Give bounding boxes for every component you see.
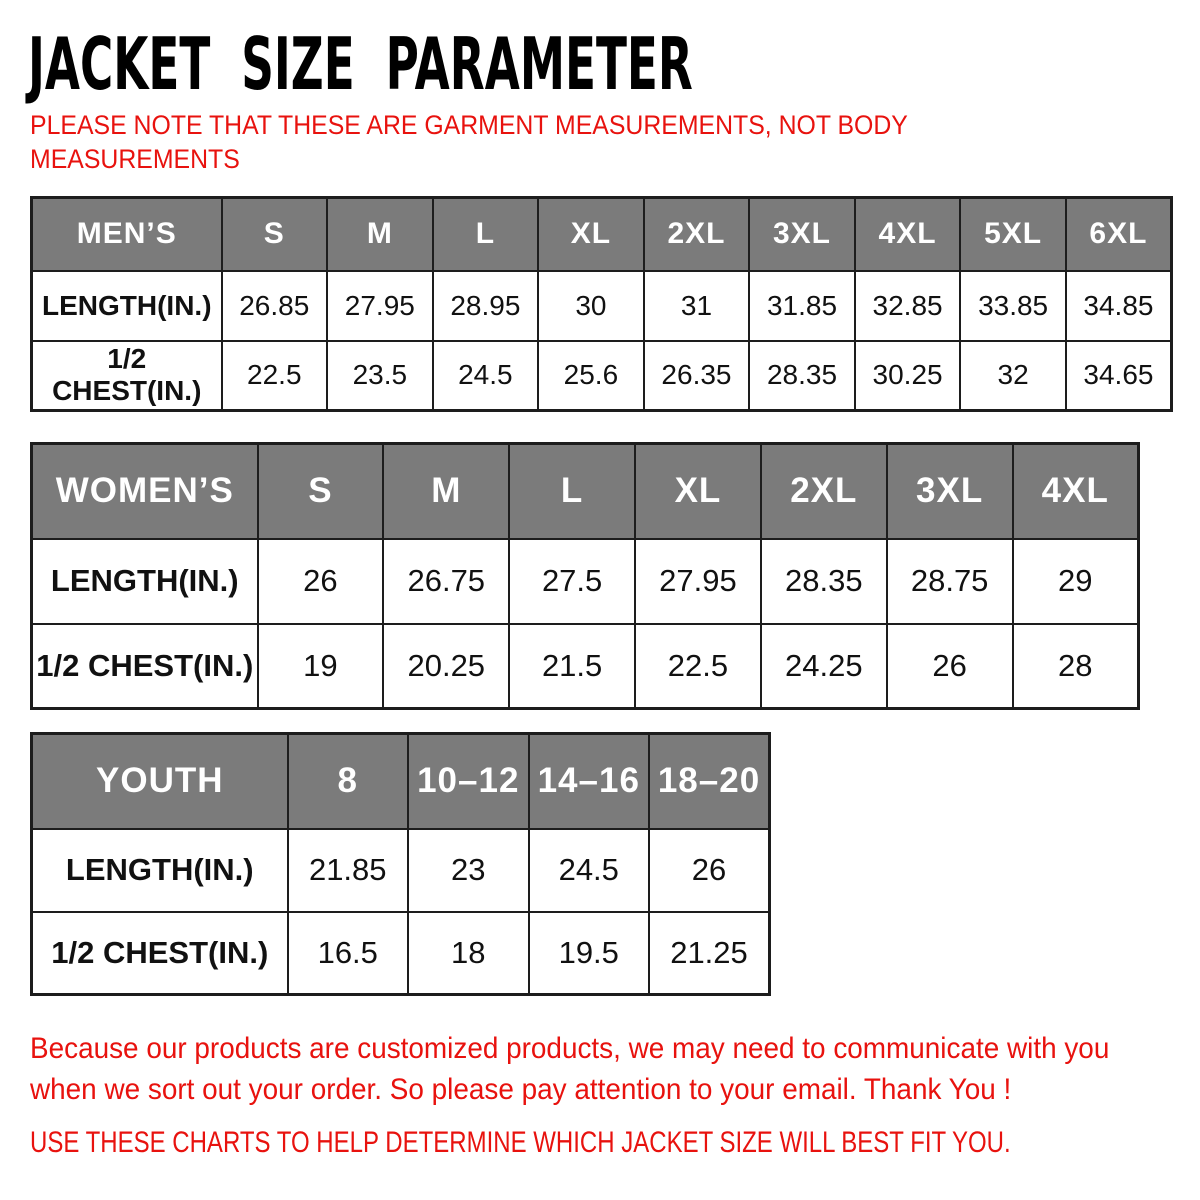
youth-table-header	[32, 734, 770, 829]
size-header-cell: XL	[538, 198, 644, 271]
measurement-row	[32, 912, 770, 995]
measurement-value-cell: 34.85	[1066, 271, 1172, 341]
measurement-value-cell: 26	[258, 539, 384, 624]
row-label-cell: 1/2 CHEST(IN.)	[32, 912, 288, 995]
mens-table-header	[32, 198, 1172, 271]
size-header-cell: 14–16	[529, 734, 650, 829]
size-header-cell: XL	[635, 444, 761, 539]
size-header-cell: 5XL	[960, 198, 1066, 271]
measurement-value-cell: 31	[644, 271, 750, 341]
measurement-value-cell: 21.85	[288, 829, 409, 912]
measurement-value-cell: 26.85	[222, 271, 328, 341]
note-line-2: MEASUREMENTS	[30, 144, 240, 174]
measurement-value-cell: 23	[408, 829, 529, 912]
womens-size-table	[30, 442, 1140, 710]
measurement-value-cell: 28.95	[433, 271, 539, 341]
youth-size-table	[30, 732, 771, 996]
measurement-row	[32, 539, 1139, 624]
size-header-cell: 3XL	[887, 444, 1013, 539]
usage-tip: USE THESE CHARTS TO HELP DETERMINE WHICH JACKET SIZE WILL BEST FIT YOU.	[30, 1126, 1011, 1159]
customization-notice-line-1: Because our products are customized products, we may need to communicate with you	[30, 1032, 1110, 1065]
measurement-value-cell: 25.6	[538, 341, 644, 411]
row-label-cell: LENGTH(IN.)	[32, 539, 258, 624]
mens-table-body	[32, 271, 1172, 411]
size-header-cell: 3XL	[749, 198, 855, 271]
size-header-cell: 10–12	[408, 734, 529, 829]
womens-table-header	[32, 444, 1139, 539]
measurement-value-cell: 26	[887, 624, 1013, 709]
size-header-cell: 18–20	[649, 734, 770, 829]
table-title-cell: YOUTH	[32, 734, 288, 829]
size-header-cell: 2XL	[644, 198, 750, 271]
customization-notice	[30, 1028, 1109, 1110]
measurement-value-cell: 28	[1013, 624, 1139, 709]
measurement-value-cell: 29	[1013, 539, 1139, 624]
size-header-cell: L	[433, 198, 539, 271]
measurement-value-cell: 31.85	[749, 271, 855, 341]
measurement-row	[32, 341, 1172, 411]
measurement-value-cell: 28.75	[887, 539, 1013, 624]
measurement-value-cell: 22.5	[635, 624, 761, 709]
measurement-value-cell: 24.5	[433, 341, 539, 411]
page-title: JACKET SIZE PARAMETER	[28, 22, 693, 106]
customization-notice-line-2: when we sort out your order. So please pay attention to your email. Thank You !	[30, 1073, 1012, 1106]
measurement-value-cell: 30.25	[855, 341, 961, 411]
measurement-value-cell: 23.5	[327, 341, 433, 411]
measurement-row	[32, 624, 1139, 709]
size-header-cell: S	[222, 198, 328, 271]
table-title-cell: MEN’S	[32, 198, 222, 271]
mens-size-table	[30, 196, 1173, 412]
measurement-value-cell: 26.35	[644, 341, 750, 411]
youth-table-body	[32, 829, 770, 995]
size-header-cell: 6XL	[1066, 198, 1172, 271]
measurement-row	[32, 829, 770, 912]
table-title-cell: WOMEN’S	[32, 444, 258, 539]
note-line-1: PLEASE NOTE THAT THESE ARE GARMENT MEASUREMENTS, NOT BODY	[30, 110, 908, 140]
row-label-cell: 1/2 CHEST(IN.)	[32, 624, 258, 709]
row-label-cell: 1/2 CHEST(IN.)	[32, 341, 222, 411]
measurement-value-cell: 22.5	[222, 341, 328, 411]
measurement-value-cell: 16.5	[288, 912, 409, 995]
measurement-value-cell: 19	[258, 624, 384, 709]
size-header-cell: 4XL	[855, 198, 961, 271]
size-header-cell: 2XL	[761, 444, 887, 539]
measurement-value-cell: 18	[408, 912, 529, 995]
measurement-value-cell: 28.35	[749, 341, 855, 411]
size-header-cell: 8	[288, 734, 409, 829]
measurement-value-cell: 19.5	[529, 912, 650, 995]
measurement-value-cell: 21.5	[509, 624, 635, 709]
size-header-row	[32, 444, 1139, 539]
size-header-row	[32, 198, 1172, 271]
measurement-value-cell: 34.65	[1066, 341, 1172, 411]
measurement-value-cell: 30	[538, 271, 644, 341]
size-header-cell: S	[258, 444, 384, 539]
measurement-value-cell: 24.5	[529, 829, 650, 912]
measurement-row	[32, 271, 1172, 341]
womens-table-body	[32, 539, 1139, 709]
measurement-value-cell: 21.25	[649, 912, 770, 995]
size-header-cell: M	[383, 444, 509, 539]
row-label-cell: LENGTH(IN.)	[32, 829, 288, 912]
size-header-cell: M	[327, 198, 433, 271]
row-label-cell: LENGTH(IN.)	[32, 271, 222, 341]
measurement-value-cell: 28.35	[761, 539, 887, 624]
measurement-value-cell: 26	[649, 829, 770, 912]
measurement-value-cell: 27.95	[327, 271, 433, 341]
measurement-value-cell: 20.25	[383, 624, 509, 709]
measurement-value-cell: 33.85	[960, 271, 1066, 341]
garment-measurement-note	[30, 108, 908, 176]
measurement-value-cell: 27.5	[509, 539, 635, 624]
measurement-value-cell: 32	[960, 341, 1066, 411]
measurement-value-cell: 32.85	[855, 271, 961, 341]
measurement-value-cell: 24.25	[761, 624, 887, 709]
size-header-cell: 4XL	[1013, 444, 1139, 539]
measurement-value-cell: 27.95	[635, 539, 761, 624]
measurement-value-cell: 26.75	[383, 539, 509, 624]
size-header-cell: L	[509, 444, 635, 539]
size-header-row	[32, 734, 770, 829]
